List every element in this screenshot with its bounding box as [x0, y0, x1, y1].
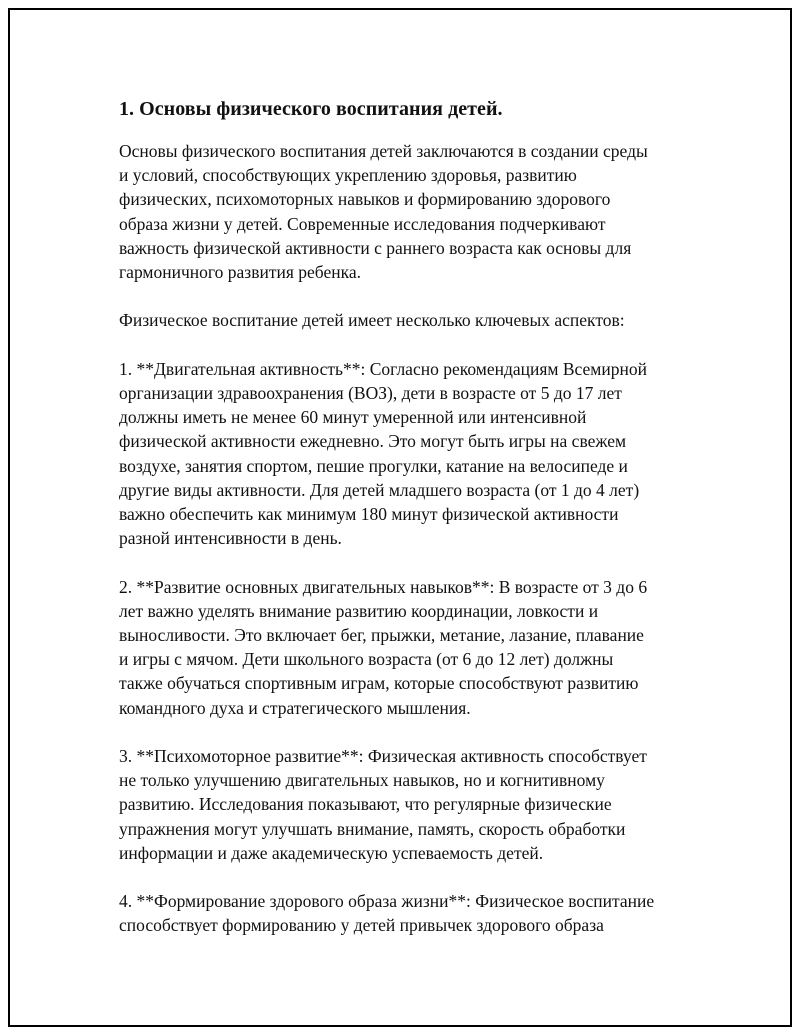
intro-paragraph: Основы физического воспитания детей заключаются в создании среды и условий, способствующих укреплению здоровья, развитию физических, психомоторных навыков и формированию здорового образа жизни у детей. Современные исследования подчеркивают важность физической активности с раннего возраста как основы для гармоничного развития ребенка. — [119, 141, 648, 283]
aspect-1-paragraph: 1. **Двигательная активность**: Согласно рекомендациям Всемирной организации здравоохранения (ВОЗ), дети в возрасте от 5 до 17 лет должны иметь не менее 60 минут умеренной или интенсивной физической активности ежедневно. Это могут быть игры на свежем воздухе, занятия спортом, пешие прогулки, катание на велосипеде и другие виды активности. Для детей младшего возраста (от 1 до 4 лет) важно обеспечить как минимум 180 минут физической активности разной интенсивности в день. — [119, 358, 647, 549]
aspect-4-paragraph: 4. **Формирование здорового образа жизни**: Физическое воспитание способствует формированию у детей привычек здорового образа — [119, 891, 655, 936]
aspects-intro-paragraph: Физическое воспитание детей имеет несколько ключевых аспектов: — [119, 310, 625, 331]
document-page — [8, 8, 792, 1027]
aspect-2-paragraph: 2. **Развитие основных двигательных навыков**: В возрасте от 3 до 6 лет важно уделять внимание развитию координации, ловкости и выносливости. Это включает бег, прыжки, метание, лазание, плавание и игры с мячом. Дети школьного возраста (от 6 до 12 лет) должны также обучаться спортивным играм, которые способствуют развитию командного духа и стратегического мышления. — [119, 576, 648, 718]
aspect-3-paragraph: 3. **Психомоторное развитие**: Физическая активность способствует не только улучшению двигательных навыков, но и когнитивному развитию. Исследования показывают, что регулярные физические упражнения могут улучшать внимание, память, скорость обработки информации и даже академическую успеваемость детей. — [119, 746, 647, 863]
document-content — [119, 97, 699, 962]
section-heading: 1. Основы физического воспитания детей. — [119, 98, 503, 120]
